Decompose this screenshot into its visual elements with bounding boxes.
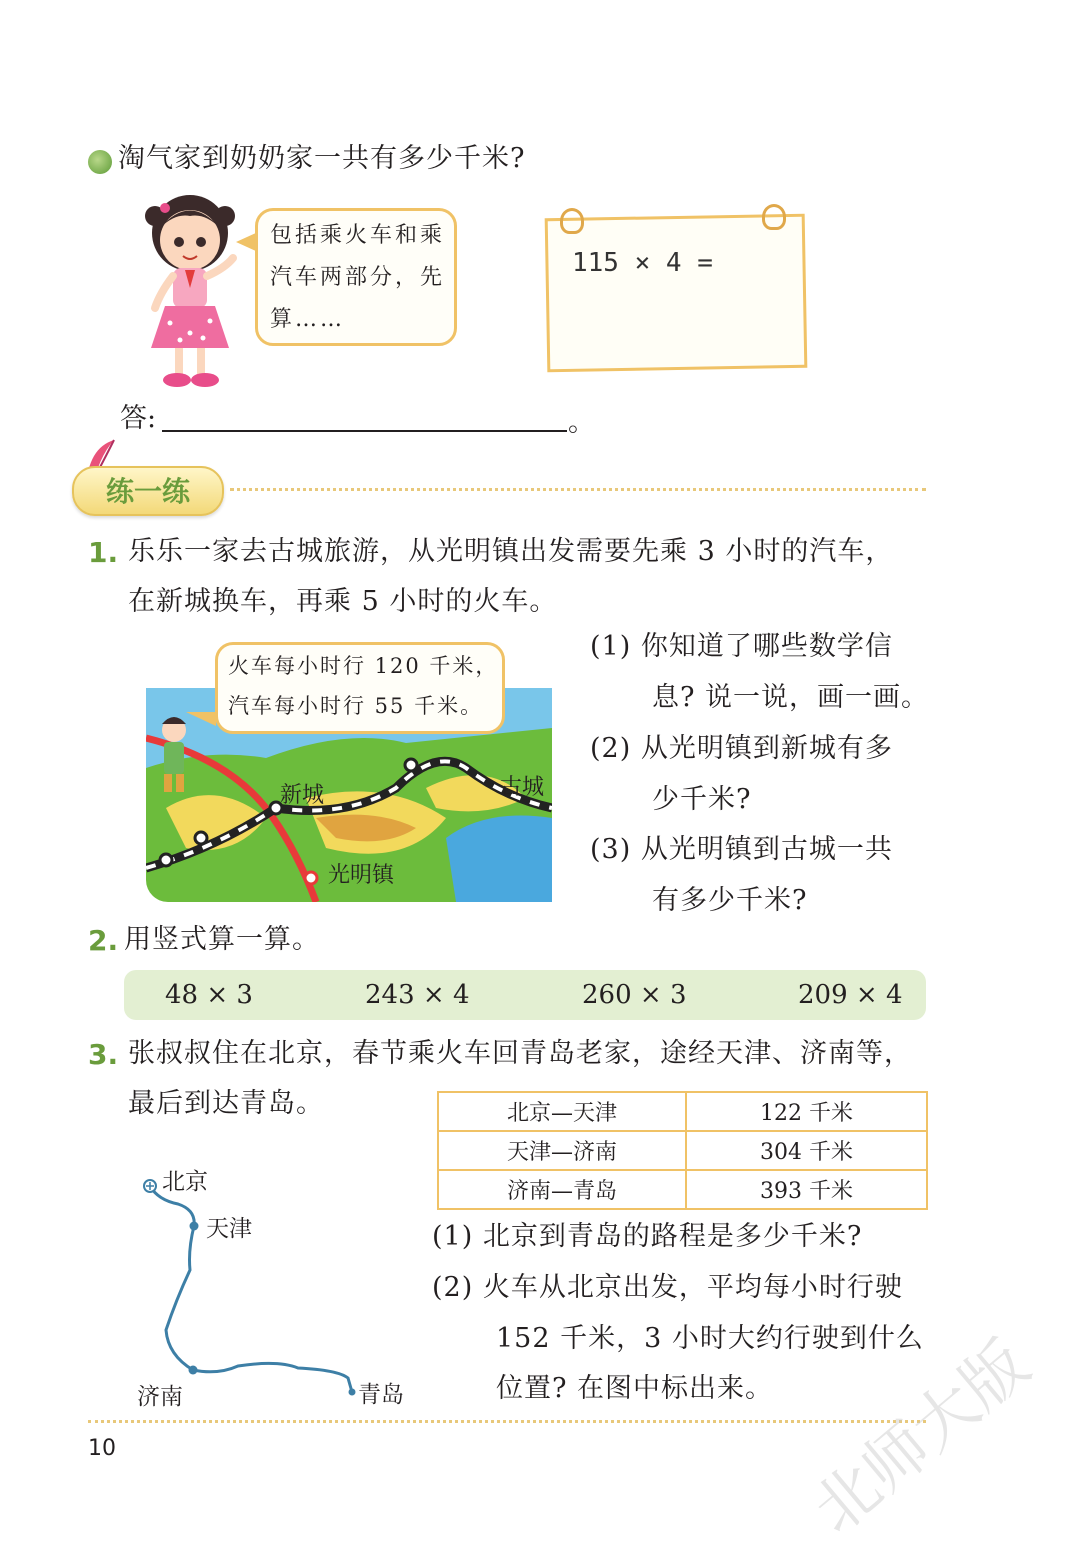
q3-line: 张叔叔住在北京，春节乘火车回青岛老家，途经天津、济南等， — [128, 1038, 912, 1069]
intro-bubble-tail — [236, 232, 258, 252]
q1-bubble-text — [228, 646, 498, 726]
q3-sub-2 — [432, 1263, 903, 1313]
q1-text — [128, 527, 893, 627]
map-label-tianjin: 天津 — [206, 1216, 252, 1242]
q3-sub-1 — [432, 1212, 862, 1262]
intro-bullet-icon — [88, 150, 112, 174]
q3-sub-2-line: 火车从北京出发，平均每小时行驶 — [482, 1272, 903, 1303]
table-row — [438, 1131, 927, 1170]
q1-sub-2 — [590, 724, 893, 774]
q3-sub-1-line: 北京到青岛的路程是多少千米? — [482, 1221, 863, 1252]
q1-sub-2-num: (2) — [590, 733, 632, 764]
table-cell-route: 济南—青岛 — [438, 1170, 686, 1209]
map-label-xincheng: 新城 — [280, 783, 325, 808]
table-cell-distance: 304 千米 — [686, 1131, 927, 1170]
map-label-beijing: 北京 — [162, 1169, 208, 1195]
q3-distance-table — [437, 1091, 928, 1210]
footer-divider — [88, 1420, 926, 1423]
q1-sub-1-num: (1) — [590, 631, 632, 662]
intro-question: 淘气家到奶奶家一共有多少千米? — [118, 143, 526, 174]
practice-title: 练一练 — [106, 475, 191, 508]
q1-sub-1-line: 你知道了哪些数学信 — [640, 631, 893, 662]
q2-number: 2. — [88, 924, 119, 957]
q1-sub-3-cont: 有多少千米? — [652, 885, 808, 916]
q1-number: 1. — [88, 536, 119, 569]
q1-sub-2-cont: 少千米? — [652, 784, 752, 815]
table-row — [438, 1170, 927, 1209]
page-number: 10 — [88, 1436, 116, 1461]
table-cell-distance: 393 千米 — [686, 1170, 927, 1209]
practice-divider — [230, 488, 926, 491]
notepad-clip-right-icon — [762, 204, 786, 230]
calc-notepad — [545, 214, 808, 373]
q1-line: 乐乐一家去古城旅游，从光明镇出发需要先乘 3 小时的汽车， — [128, 536, 894, 567]
map-label-qingdao: 青岛 — [358, 1382, 404, 1408]
q3-sub-2-num: (2) — [432, 1272, 474, 1303]
q3-sub-1-num: (1) — [432, 1221, 474, 1252]
map-label-jinan: 济南 — [137, 1384, 183, 1410]
q1-sub-1-cont: 息? 说一说，画一画。 — [652, 682, 930, 713]
q2-item-3: 260 × 3 — [582, 980, 687, 1010]
q2-item-1: 48 × 3 — [165, 980, 253, 1010]
q3-railway-map — [138, 1170, 368, 1400]
q3-sub-2-line: 152 千米，3 小时大约行驶到什么 — [496, 1323, 924, 1354]
q1-sub-3-line: 从光明镇到古城一共 — [640, 834, 893, 865]
q2-text: 用竖式算一算。 — [124, 924, 320, 955]
answer-end: 。 — [568, 407, 595, 438]
intro-bubble-line: 算…… — [270, 307, 346, 332]
intro-bubble-text — [270, 215, 445, 341]
q1-sub-1 — [590, 622, 893, 672]
intro-bubble-line: 汽车两部分，先 — [270, 265, 446, 290]
q1-sub-3 — [590, 825, 893, 875]
q1-sub-3-num: (3) — [590, 834, 632, 865]
table-cell-distance: 122 千米 — [686, 1092, 927, 1131]
q3-sub-2-line: 位置? 在图中标出来。 — [496, 1373, 774, 1404]
q1-line: 在新城换车，再乘 5 小时的火车。 — [128, 586, 558, 617]
publisher-watermark: 北师大版 — [799, 1326, 1044, 1549]
q3-sub-2-cont — [496, 1314, 924, 1414]
map-label-guangming: 光明镇 — [328, 863, 395, 888]
table-cell-route: 天津—济南 — [438, 1131, 686, 1170]
q3-number: 3. — [88, 1038, 119, 1071]
map-label-gucheng: 古城 — [500, 775, 545, 800]
answer-blank[interactable] — [162, 430, 567, 432]
q1-sub-2-line: 从光明镇到新城有多 — [640, 733, 893, 764]
table-cell-route: 北京—天津 — [438, 1092, 686, 1131]
answer-label: 答: — [120, 403, 157, 434]
intro-bubble-line: 包括乘火车和乘 — [270, 223, 446, 248]
q3-line: 最后到达青岛。 — [128, 1088, 324, 1119]
table-row — [438, 1092, 927, 1131]
q1-bubble-line: 汽车每小时行 55 千米。 — [228, 694, 484, 718]
q1-bubble-line: 火车每小时行 120 千米， — [228, 654, 499, 678]
calc-note: 115 × 4 = — [572, 248, 713, 278]
girl-illustration — [125, 188, 255, 393]
q1-bubble-tail — [186, 712, 216, 726]
q2-item-2: 243 × 4 — [365, 980, 470, 1010]
q2-item-4: 209 × 4 — [798, 980, 903, 1010]
notepad-clip-left-icon — [560, 208, 584, 234]
